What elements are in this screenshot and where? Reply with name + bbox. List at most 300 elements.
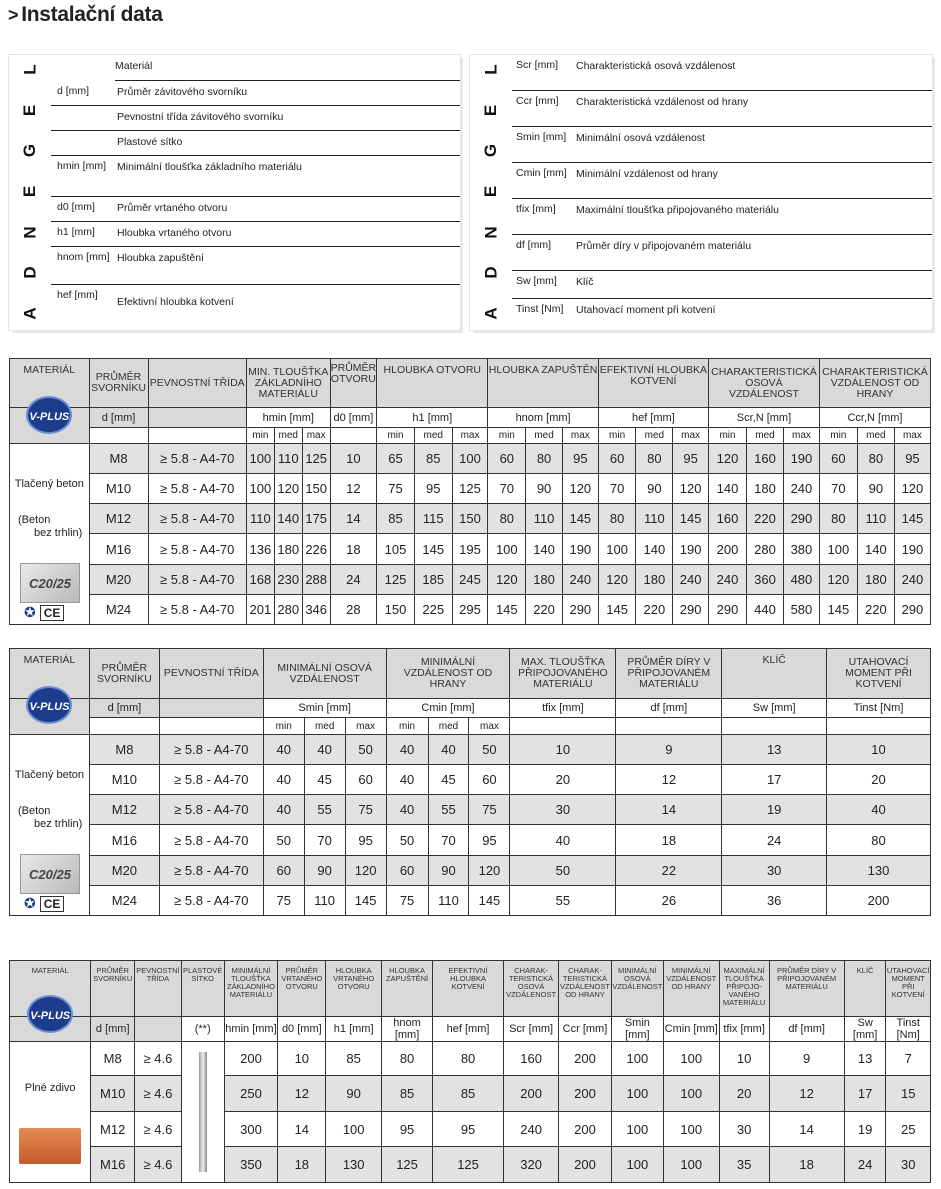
legend-letter: L [20, 64, 40, 75]
table-cell: 145 [469, 885, 510, 915]
legend-sym: Smin [mm] [516, 131, 567, 143]
table-cell: 9 [616, 735, 722, 765]
unit: tfix [mm] [719, 1017, 769, 1042]
table-cell: 75 [386, 885, 428, 915]
legend-row [512, 91, 932, 127]
table-cell: 30 [722, 855, 827, 885]
col-header: PRŮMĚR OTVORU [330, 359, 377, 408]
blank [330, 428, 377, 444]
table-cell: 30 [510, 795, 616, 825]
col-header: PRŮMĚR DÍRY V PŘIPOJOVANÉM MATERIÁLU [769, 961, 844, 1017]
blank [510, 718, 616, 735]
mmm-med: med [857, 428, 894, 444]
logo-cell [10, 408, 90, 444]
blank [616, 718, 722, 735]
table-cell: ≥ 5.8 - A4-70 [148, 444, 246, 474]
table-cell: 240 [562, 564, 598, 594]
table-cell: 95 [469, 825, 510, 855]
mmm-med: med [636, 428, 673, 444]
table-cell: 580 [783, 594, 819, 624]
table-cell: 45 [428, 765, 469, 795]
table-cell: 110 [857, 504, 894, 534]
table-row [10, 534, 931, 564]
table-cell: M10 [89, 765, 159, 795]
table-cell: 140 [709, 474, 747, 504]
unit: Ccr [mm] [559, 1017, 612, 1042]
material-cell [10, 444, 90, 625]
vplus-logo: V-PLUS [26, 686, 72, 724]
table-cell: ≥ 5.8 - A4-70 [159, 765, 263, 795]
col-header: HLOUBKA OTVORU [377, 359, 488, 408]
table-cell: 45 [304, 765, 345, 795]
table-cell: 95 [414, 474, 452, 504]
table-installation-1 [9, 358, 931, 625]
legend-sym: Ccr [mm] [516, 95, 559, 107]
unit: Smin [mm] [263, 699, 386, 718]
table-cell: 30 [719, 1111, 769, 1147]
table-cell: 18 [278, 1147, 326, 1183]
table-cell: 40 [428, 735, 469, 765]
unit: hmin [mm] [246, 408, 330, 428]
table-cell: 200 [559, 1147, 612, 1183]
legend-sym: hef [mm] [57, 289, 98, 301]
col-header: PRŮMĚR VRTANÉHO OTVORU [278, 961, 326, 1017]
plastic-sleeve-cell [181, 1042, 224, 1183]
legend-letter: E [20, 185, 40, 198]
table-cell: 19 [844, 1111, 886, 1147]
legend-letter: D [481, 266, 501, 279]
table-cell: 100 [819, 534, 857, 564]
table-cell: M10 [89, 474, 148, 504]
col-header: MINIMÁLNÍ TLOUŠŤKA ZÁKLADNÍHO MATERIÁLU [224, 961, 278, 1017]
table-cell: 70 [428, 825, 469, 855]
table-cell: 220 [526, 594, 563, 624]
table-cell: 90 [304, 855, 345, 885]
table-cell: 80 [827, 825, 931, 855]
table-cell: 40 [386, 795, 428, 825]
table-cell: M8 [89, 444, 148, 474]
table-cell: 10 [278, 1042, 326, 1076]
table-cell: 24 [844, 1147, 886, 1183]
legend-letter: N [481, 225, 501, 239]
table-cell: ≥ 5.8 - A4-70 [159, 855, 263, 885]
mmm-med: med [304, 718, 345, 735]
table-cell: 65 [377, 444, 415, 474]
mmm-min: min [709, 428, 747, 444]
table-cell: 226 [302, 534, 330, 564]
table-cell: 17 [844, 1076, 886, 1112]
table-cell: 145 [345, 885, 386, 915]
table-cell: 220 [636, 594, 673, 624]
table-installation-2 [9, 648, 931, 916]
mmm-med: med [274, 428, 302, 444]
table-cell: 136 [246, 534, 274, 564]
table-cell: 120 [894, 474, 930, 504]
table-cell: M10 [91, 1076, 135, 1112]
table-cell: 24 [330, 564, 377, 594]
legend-letter: E [481, 185, 501, 198]
unit: tfix [mm] [510, 699, 616, 718]
table-cell: 90 [526, 474, 563, 504]
table-cell: ≥ 4.6 [135, 1147, 182, 1183]
legend-row [51, 247, 460, 285]
table-cell: 120 [819, 564, 857, 594]
table-cell: 35 [719, 1147, 769, 1183]
eu-stars-icon: ✪ [24, 895, 36, 911]
table-cell: 12 [616, 765, 722, 795]
table-cell: 12 [769, 1076, 844, 1112]
table-row [10, 444, 931, 474]
table-row [10, 504, 931, 534]
table-cell: 80 [598, 504, 636, 534]
table-cell: 125 [452, 474, 488, 504]
table-cell: 36 [722, 885, 827, 915]
blank [827, 718, 931, 735]
col-header: PEVNOSTNÍ TŘÍDA [135, 961, 182, 1017]
material-label: Tlačený beton [14, 478, 84, 491]
table-cell: 10 [510, 735, 616, 765]
col-header: HLOUBKA ZAPUŠTĚNÍ [382, 961, 433, 1017]
table-cell: M8 [89, 735, 159, 765]
logo-cell [10, 1010, 91, 1042]
col-header: HLOUBKA VRTANÉHO OTVORU [326, 961, 382, 1017]
mmm-max: max [345, 718, 386, 735]
mmm-min: min [246, 428, 274, 444]
legend-sym: Tinst [Nm] [516, 303, 564, 315]
blank [722, 718, 827, 735]
col-header-diameter: PRŮMĚR SVORNÍKU [89, 359, 148, 408]
legend-letter: E [20, 104, 40, 116]
unit: Scr [mm] [504, 1017, 559, 1042]
table-cell: 28 [330, 594, 377, 624]
material-note: bez trhlin) [34, 818, 83, 831]
table-cell: 55 [304, 795, 345, 825]
bolt-image [199, 1052, 207, 1172]
table-cell: M12 [89, 504, 148, 534]
col-header: EFEKTIVNÍ HLOUBKA KOTVENÍ [432, 961, 503, 1017]
table-cell: 90 [428, 855, 469, 885]
table-cell: ≥ 4.6 [135, 1111, 182, 1147]
mmm-min: min [386, 718, 428, 735]
table-cell: 180 [746, 474, 783, 504]
table-cell: M20 [89, 855, 159, 885]
table-cell: 85 [414, 444, 452, 474]
legend-letter: L [481, 64, 501, 75]
table-row [10, 885, 931, 915]
unit: Scr,N [mm] [709, 408, 820, 428]
table-cell: 175 [302, 504, 330, 534]
legend-desc: Hloubka vrtaného otvoru [117, 227, 232, 239]
table-cell: 100 [452, 444, 488, 474]
table-cell: 13 [844, 1042, 886, 1076]
table-cell: 100 [663, 1076, 719, 1112]
legend-row [51, 222, 460, 247]
ce-label: CE [40, 896, 65, 912]
legend-desc: Maximální tloušťka připojovaného materiálu [576, 204, 779, 216]
table-cell: 40 [386, 765, 428, 795]
table-cell: 80 [526, 444, 563, 474]
col-header: KLÍČ [844, 961, 886, 1017]
table-cell: 18 [616, 825, 722, 855]
cube-label: C20/25 [29, 866, 71, 882]
unit: d0 [mm] [330, 408, 377, 428]
blank [159, 718, 263, 735]
table-cell: ≥ 4.6 [135, 1076, 182, 1112]
table-cell: 40 [510, 825, 616, 855]
logo-cell [10, 699, 90, 735]
legend-desc: Materiál [115, 60, 153, 72]
table-cell: 9 [769, 1042, 844, 1076]
page-title [8, 3, 163, 27]
table-cell: 110 [274, 444, 302, 474]
table-cell: 80 [382, 1042, 433, 1076]
table-cell: ≥ 5.8 - A4-70 [148, 594, 246, 624]
col-header: EFEKTIVNÍ HLOUBKA KOTVENÍ [598, 359, 708, 408]
legend-desc: Průměr díry v připojovaném materiálu [576, 240, 752, 252]
table-cell: 280 [746, 534, 783, 564]
table-row [10, 1147, 931, 1183]
table-cell: 55 [428, 795, 469, 825]
legend-letter: G [481, 144, 501, 158]
table-cell: 19 [722, 795, 827, 825]
col-header: MINIMÁLNÍ OSOVÁ VZDÁLENOST [611, 961, 663, 1017]
legend-row [51, 285, 460, 325]
mmm-min: min [488, 428, 526, 444]
table-cell: 10 [719, 1042, 769, 1076]
unit: Cmin [mm] [386, 699, 510, 718]
table-cell: 75 [263, 885, 304, 915]
legend-desc: Minimální tloušťka základního materiálu [117, 161, 302, 173]
col-header: MAX. TLOUŠŤKA PŘIPOJOVANÉHO MATERIÁLU [510, 649, 616, 699]
legend-letter: A [481, 307, 501, 320]
table-cell: 185 [414, 564, 452, 594]
legend-desc: Plastové sítko [117, 136, 183, 148]
table-cell: 90 [857, 474, 894, 504]
table-cell: 75 [469, 795, 510, 825]
mmm-min: min [263, 718, 304, 735]
table-cell: 100 [663, 1111, 719, 1147]
unit: d0 [mm] [278, 1017, 326, 1042]
col-header: KLÍČ [722, 649, 827, 699]
table-installation-3 [9, 960, 931, 1183]
table-row [10, 1076, 931, 1112]
unit: hef [mm] [598, 408, 708, 428]
table-cell: 85 [377, 504, 415, 534]
col-header: CHARAK-TERISTICKÁ VZDÁLENOST OD HRANY [559, 961, 612, 1017]
table-cell: 105 [377, 534, 415, 564]
col-header-material: MATERIÁL [10, 649, 90, 699]
table-cell: 40 [386, 735, 428, 765]
legend-letter: A [20, 307, 40, 320]
table-cell: 50 [263, 825, 304, 855]
unit-blank [159, 699, 263, 718]
table-cell: 380 [783, 534, 819, 564]
mmm-min: min [819, 428, 857, 444]
table-cell: 15 [886, 1076, 931, 1112]
table-cell: 20 [719, 1076, 769, 1112]
table-cell: ≥ 5.8 - A4-70 [148, 564, 246, 594]
table-cell: 250 [224, 1076, 278, 1112]
table-cell: M12 [91, 1111, 135, 1147]
table-cell: 240 [783, 474, 819, 504]
table-cell: 60 [488, 444, 526, 474]
table-cell: 150 [302, 474, 330, 504]
col-header: CHARAK-TERISTICKÁ OSOVÁ VZDÁLENOST [504, 961, 559, 1017]
col-header-material: MATERIÁL [10, 359, 90, 408]
unit: df [mm] [616, 699, 722, 718]
table-cell: M24 [89, 594, 148, 624]
table-cell: 160 [504, 1042, 559, 1076]
table-cell: 200 [224, 1042, 278, 1076]
legend-left [9, 55, 460, 330]
table-cell: 95 [382, 1111, 433, 1147]
table-cell: 60 [386, 855, 428, 885]
table-cell: 295 [452, 594, 488, 624]
table-cell: 24 [722, 825, 827, 855]
table-cell: ≥ 5.8 - A4-70 [159, 885, 263, 915]
table-cell: 40 [827, 795, 931, 825]
mmm-max: max [562, 428, 598, 444]
table-cell: 100 [663, 1042, 719, 1076]
table-cell: 14 [278, 1111, 326, 1147]
table-cell: 80 [636, 444, 673, 474]
table-cell: 90 [326, 1076, 382, 1112]
title-text: Instalační data [21, 3, 163, 26]
table-cell: ≥ 4.6 [135, 1042, 182, 1076]
table-cell: 10 [330, 444, 377, 474]
table-cell: 300 [224, 1111, 278, 1147]
table-cell: 60 [345, 765, 386, 795]
brick-image [19, 1128, 81, 1164]
table-cell: 20 [510, 765, 616, 795]
legend-sym: Cmin [mm] [516, 167, 567, 179]
table-cell: 70 [304, 825, 345, 855]
table-cell: 25 [886, 1111, 931, 1147]
table-row [10, 825, 931, 855]
legend-row [51, 106, 460, 131]
table-cell: M16 [89, 534, 148, 564]
table-cell: 10 [827, 735, 931, 765]
col-header-diameter: PRŮMĚR SVORNÍKU [89, 649, 159, 699]
cube-label: C20/25 [29, 575, 71, 591]
table-cell: 60 [263, 855, 304, 885]
mmm-max: max [894, 428, 930, 444]
table-cell: ≥ 5.8 - A4-70 [148, 504, 246, 534]
material-cell [10, 735, 90, 916]
mmm-min: min [377, 428, 415, 444]
legend-desc: Klíč [576, 276, 594, 288]
unit: hnom [mm] [382, 1017, 433, 1042]
legend-desc: Pevnostní třída závitového svorníku [117, 111, 284, 123]
table-cell: 125 [377, 564, 415, 594]
unit: Tinst [Nm] [886, 1017, 931, 1042]
table-cell: 360 [746, 564, 783, 594]
table-cell: 145 [894, 504, 930, 534]
table-cell: 26 [616, 885, 722, 915]
table-cell: 70 [598, 474, 636, 504]
table-cell: ≥ 5.8 - A4-70 [148, 534, 246, 564]
legend-row [512, 55, 932, 91]
ce-mark [24, 895, 64, 912]
table-cell: 40 [263, 795, 304, 825]
table-cell: 110 [636, 504, 673, 534]
table-cell: 100 [246, 444, 274, 474]
mmm-max: max [783, 428, 819, 444]
unit: hnom [mm] [488, 408, 598, 428]
col-header-strength: PEVNOSTNÍ TŘÍDA [148, 359, 246, 408]
table-cell: 14 [616, 795, 722, 825]
mmm-med: med [526, 428, 563, 444]
table-cell: 95 [562, 444, 598, 474]
material-label: Tlačený beton [14, 769, 85, 782]
legend-desc: Hloubka zapuštění [117, 252, 204, 264]
material-note: (Beton [18, 514, 51, 527]
table-cell: ≥ 5.8 - A4-70 [148, 474, 246, 504]
table-cell: 145 [414, 534, 452, 564]
legend-desc: Průměr vrtaného otvoru [117, 202, 228, 214]
table-cell: 75 [377, 474, 415, 504]
col-header: PRŮMĚR DÍRY V PŘIPOJOVANÉM MATERIÁLU [616, 649, 722, 699]
table-cell: M24 [89, 885, 159, 915]
table-cell: 100 [598, 534, 636, 564]
table-cell: 230 [274, 564, 302, 594]
table-cell: 14 [769, 1111, 844, 1147]
table-cell: 200 [827, 885, 931, 915]
table-cell: ≥ 5.8 - A4-70 [159, 795, 263, 825]
table-cell: 95 [345, 825, 386, 855]
table-row [10, 474, 931, 504]
table-row [10, 855, 931, 885]
table-cell: 12 [278, 1076, 326, 1112]
legend-letter: E [481, 104, 501, 116]
table-cell: 140 [526, 534, 563, 564]
table-row [10, 735, 931, 765]
table-cell: 125 [432, 1147, 503, 1183]
table-cell: 60 [598, 444, 636, 474]
legend-row [51, 81, 460, 106]
table-cell: 70 [488, 474, 526, 504]
table-cell: 12 [330, 474, 377, 504]
mmm-med: med [428, 718, 469, 735]
table-cell: 346 [302, 594, 330, 624]
table-cell: 190 [894, 534, 930, 564]
legend-desc: Utahovací moment při kotvení [576, 304, 716, 316]
unit-blank [148, 408, 246, 428]
table-cell: 95 [673, 444, 709, 474]
mmm-med: med [414, 428, 452, 444]
table-cell: 22 [616, 855, 722, 885]
material-note: bez trhlin) [34, 527, 83, 540]
concrete-cube-image [20, 854, 80, 894]
table-cell: 350 [224, 1147, 278, 1183]
table-cell: 145 [488, 594, 526, 624]
unit: Cmin [mm] [663, 1017, 719, 1042]
table-cell: ≥ 5.8 - A4-70 [159, 825, 263, 855]
mmm-max: max [469, 718, 510, 735]
table-cell: 240 [673, 564, 709, 594]
table-cell: 180 [857, 564, 894, 594]
legend-sym: d0 [mm] [57, 201, 95, 213]
table-cell: 190 [673, 534, 709, 564]
unit: Sw [mm] [844, 1017, 886, 1042]
unit: d [mm] [91, 1017, 135, 1042]
legend-letter: G [20, 144, 40, 158]
material-label: Plné zdivo [24, 1082, 76, 1094]
table-cell: 50 [345, 735, 386, 765]
table-cell: 80 [819, 504, 857, 534]
legend-sym: Sw [mm] [516, 275, 557, 287]
table-cell: 160 [709, 504, 747, 534]
